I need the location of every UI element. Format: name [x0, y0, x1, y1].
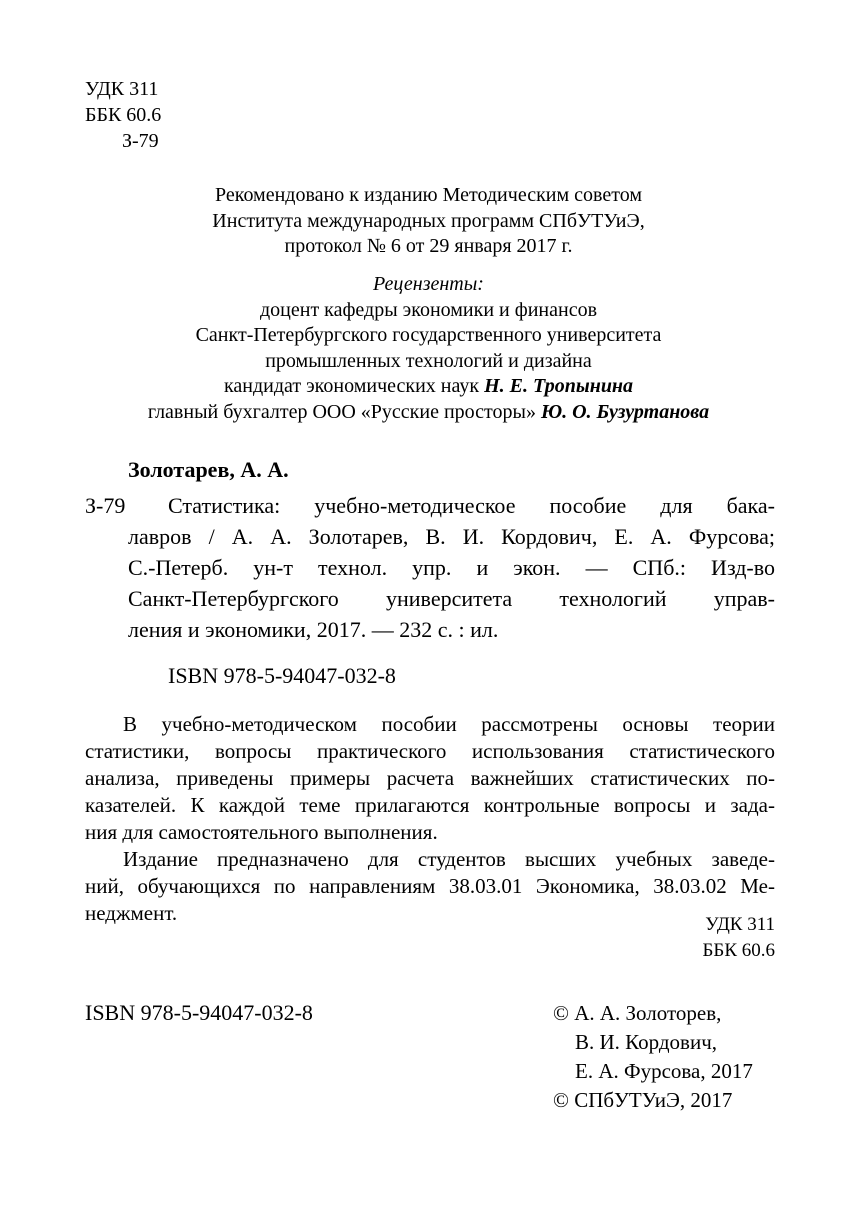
reviewers-label: Рецензенты:: [373, 273, 484, 295]
udk-code-bottom: УДК 311: [705, 914, 775, 935]
author-sign-entry: З-79: [85, 493, 126, 518]
annotation-paragraph-1: [85, 711, 775, 846]
text-line: анализа, приведены примеры расчета важнейших статистических по-: [85, 766, 775, 790]
text-line: ления и экономики, 2017. — 232 с. : ил.: [128, 617, 499, 642]
text-line: Санкт-Петербургского государственного университета: [195, 324, 662, 346]
copyright-authors-line: В. И. Кордович,: [575, 1030, 718, 1054]
text-line: В учебно-методическом пособии рассмотрены основы теории: [123, 712, 775, 736]
approval-statement: [0, 183, 857, 260]
reviewer-degree: кандидат экономических наук: [223, 375, 485, 397]
bibliographic-description: [85, 457, 775, 645]
text-line: ний, обучающихся по направлениям 38.03.01 Экономика, 38.03.02 Ме-: [85, 874, 775, 898]
text-line: Санкт-Петербургского университета технологий управ-: [128, 586, 775, 611]
reviewer-degree: главный бухгалтер ООО «Русские просторы»: [147, 400, 541, 423]
author-sign-top: З-79: [122, 130, 159, 152]
copyright-authors-line: Е. А. Фурсова, 2017: [575, 1059, 753, 1083]
text-line: неджмент.: [85, 901, 178, 925]
copyright-authors-line: © А. А. Золоторев,: [553, 1001, 722, 1025]
reviewer-line: [0, 374, 857, 400]
bbk-code-bottom: ББК 60.6: [702, 940, 775, 961]
text-line: промышленных технологий и дизайна: [265, 349, 592, 372]
text-line: С.-Петерб. ун-т технол. упр. и экон. — СПб.: Изд-во: [128, 555, 775, 580]
text-line: Рекомендовано к изданию Методическим советом: [215, 184, 642, 206]
copyright-publisher-line: © СПбУТУиЭ, 2017: [553, 1088, 733, 1112]
text-line: доцент кафедры экономики и финансов: [259, 298, 598, 321]
text-line: ния для самостоятельного выполнения.: [85, 820, 438, 844]
reviewers-block: [0, 272, 857, 425]
text-line: Института международных программ СПбУТУиЭ,: [212, 209, 645, 232]
isbn-main: ISBN 978-5-94047-032-8: [168, 663, 396, 688]
copyright-block: [553, 999, 753, 1115]
text-line: статистики, вопросы практического использования статистического: [85, 739, 775, 763]
reviewer-name: Н. Е. Тропынина: [484, 375, 634, 397]
annotation-paragraph-2: [85, 846, 775, 927]
bib-entry: [85, 490, 775, 645]
annotation-block: [85, 711, 775, 927]
bib-author-heading: Золотарев, А. А.: [128, 457, 289, 482]
reviewer-line: [0, 400, 857, 426]
reviewer-name: Ю. О. Бузуртанова: [540, 400, 710, 423]
udk-code-top: УДК 311: [85, 78, 159, 100]
text-line: Издание предназначено для студентов высших учебных заведе-: [123, 847, 775, 871]
bottom-classification-codes: [703, 912, 776, 964]
text-line: Статистика: учебно-методическое пособие для бака-: [168, 493, 775, 518]
isbn-footer: ISBN 978-5-94047-032-8: [85, 1000, 313, 1025]
text-line: лавров / А. А. Золотарев, В. И. Кордович, Е. А. Фурсова;: [128, 524, 775, 549]
top-classification-codes: [85, 76, 161, 154]
bbk-code-top: ББК 60.6: [85, 104, 162, 126]
text-line: протокол № 6 от 29 января 2017 г.: [284, 235, 573, 257]
text-line: казателей. К каждой теме прилагаются контрольные вопросы и зада-: [85, 793, 775, 817]
